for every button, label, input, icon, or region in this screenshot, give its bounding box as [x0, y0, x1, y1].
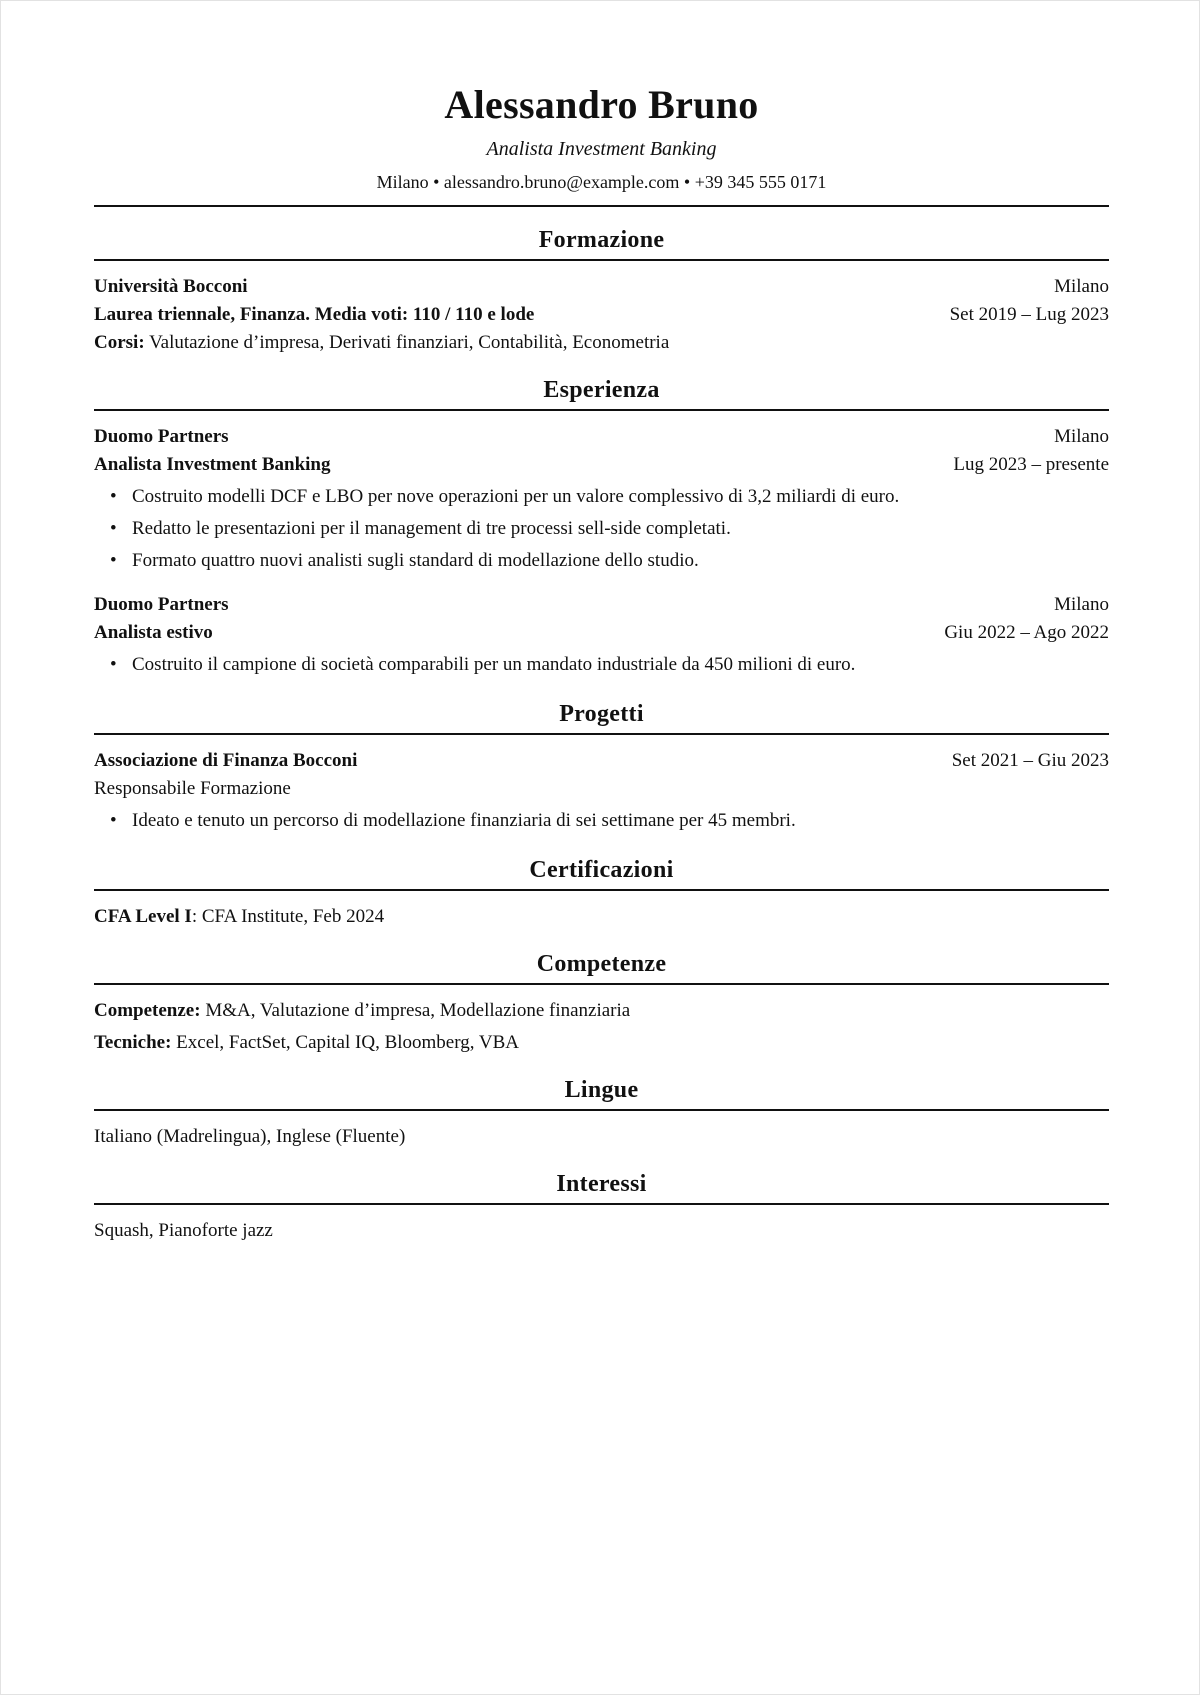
job-role: Analista Investment Banking	[94, 454, 331, 475]
experience-entry	[94, 591, 1109, 681]
company-location: Milano	[1054, 426, 1109, 447]
candidate-name: Alessandro Bruno	[444, 82, 759, 127]
skills-line	[94, 1029, 1109, 1057]
job-bullets	[94, 481, 1109, 577]
section-title-experience: Esperienza	[94, 357, 1109, 411]
section-title-languages: Lingue	[94, 1057, 1109, 1111]
candidate-subtitle: Analista Investment Banking	[486, 138, 717, 160]
courses-list: Valutazione d’impresa, Derivati finanziari, Contabilità, Econometria	[144, 332, 670, 353]
contact-line: Milano • alessandro.bruno@example.com • +39 345 555 0171	[376, 172, 827, 192]
bullet-item: • Ideato e tenuto un percorso di modellazione finanziaria di sei settimane per 45 membri.	[94, 805, 1109, 837]
courses-line	[94, 329, 1109, 357]
section-title-certifications: Certificazioni	[94, 837, 1109, 891]
section-certifications	[94, 837, 1109, 931]
project-name: Associazione di Finanza Bocconi	[94, 750, 358, 771]
company-name: Duomo Partners	[94, 594, 229, 615]
bullet-item: • Formato quattro nuovi analisti sugli standard di modellazione dello studio.	[94, 545, 1109, 577]
school-name: Università Bocconi	[94, 276, 248, 297]
job-role: Analista estivo	[94, 622, 213, 643]
interests-text: Squash, Pianoforte jazz	[94, 1220, 273, 1241]
company-location: Milano	[1054, 594, 1109, 615]
skills-value: M&A, Valutazione d’impresa, Modellazione finanziaria	[200, 1000, 631, 1021]
certification-detail: : CFA Institute, Feb 2024	[191, 906, 385, 927]
certification-line	[94, 903, 1109, 931]
education-dates: Set 2019 – Lug 2023	[949, 304, 1109, 325]
section-title-skills: Competenze	[94, 931, 1109, 985]
languages-text: Italiano (Madrelingua), Inglese (Fluente)	[94, 1126, 406, 1147]
resume-content	[94, 81, 1109, 1245]
section-interests	[94, 1151, 1109, 1245]
company-name: Duomo Partners	[94, 426, 229, 447]
project-bullets	[94, 805, 1109, 837]
project-dates: Set 2021 – Giu 2023	[951, 750, 1109, 771]
section-title-education: Formazione	[94, 207, 1109, 261]
section-skills	[94, 931, 1109, 1057]
section-education	[94, 207, 1109, 357]
skills-line	[94, 997, 1109, 1025]
section-title-projects: Progetti	[94, 681, 1109, 735]
bullet-item: • Costruito il campione di società comparabili per un mandato industriale da 450 milioni di euro.	[94, 649, 1109, 681]
section-projects	[94, 681, 1109, 837]
bullet-item: • Redatto le presentazioni per il management di tre processi sell-side completati.	[94, 513, 1109, 545]
skills-value: Excel, FactSet, Capital IQ, Bloomberg, VBA	[171, 1032, 519, 1053]
skills-label: Tecniche:	[94, 1032, 172, 1053]
job-dates: Lug 2023 – presente	[953, 454, 1109, 475]
skills-label: Competenze:	[94, 1000, 201, 1021]
degree: Laurea triennale, Finanza. Media voti: 110 / 110 e lode	[94, 304, 535, 325]
courses-label: Corsi:	[94, 332, 145, 353]
section-experience	[94, 357, 1109, 681]
job-bullets	[94, 649, 1109, 681]
job-dates: Giu 2022 – Ago 2022	[944, 622, 1109, 643]
section-title-interests: Interessi	[94, 1151, 1109, 1205]
bullet-item: • Costruito modelli DCF e LBO per nove operazioni per un valore complessivo di 3,2 miliardi di euro.	[94, 481, 1109, 513]
certification-name: CFA Level I	[94, 906, 192, 927]
project-role: Responsabile Formazione	[94, 778, 291, 799]
experience-entry	[94, 423, 1109, 577]
school-location: Milano	[1054, 276, 1109, 297]
section-languages	[94, 1057, 1109, 1151]
